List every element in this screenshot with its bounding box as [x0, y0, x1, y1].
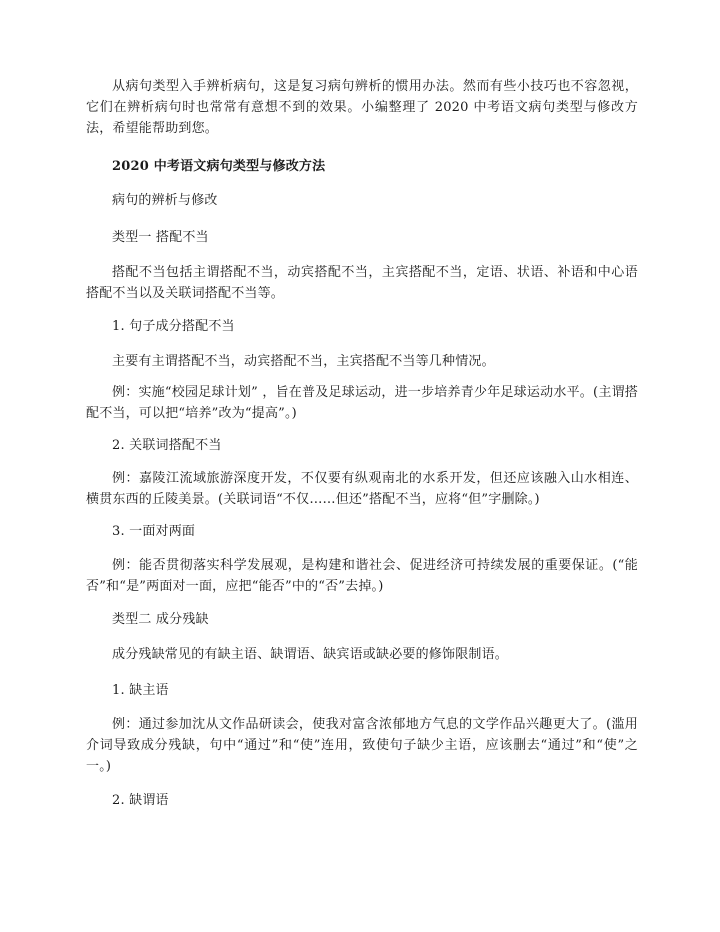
intro-paragraph: 从病句类型入手辨析病句，这是复习病句辨析的惯用办法。然而有些小技巧也不容忽视，它们在辨析病句时也常常有意想不到的效果。小编整理了 2020 中考语文病句类型与修改方法，希望能帮助到您。	[86, 79, 638, 136]
section-subtitle: 病句的辨析与修改	[112, 193, 218, 208]
type1-description: 搭配不当包括主谓搭配不当，动宾搭配不当，主宾搭配不当，定语、状语、补语和中心语搭配不当以及关联词搭配不当等。	[86, 265, 638, 301]
item3-heading: 3. 一面对两面	[112, 524, 196, 539]
item4-example: 例：通过参加沈从文作品研读会，使我对富含浓郁地方气息的文学作品兴趣更大了。(滥用介词导致成分残缺，句中“通过”和“使”连用，致使句子缺少主语，应该删去“通过”和“使”之一。)	[86, 717, 638, 774]
item3-example: 例：能否贯彻落实科学发展观，是构建和谐社会、促进经济可持续发展的重要保证。(“能否”和“是”两面对一面，应把“能否”中的“否”去掉。)	[86, 558, 638, 594]
item1-example: 例：实施“校园足球计划” ，旨在普及足球运动，进一步培养青少年足球运动水平。(主谓搭配不当，可以把“培养”改为“提高”。)	[86, 385, 638, 421]
type2-heading: 类型二 成分残缺	[112, 612, 209, 627]
document-title: 2020 中考语文病句类型与修改方法	[112, 159, 326, 174]
item4-heading: 1. 缺主语	[112, 683, 169, 698]
item2-example: 例：嘉陵江流域旅游深度开发，不仅要有纵观南北的水系开发，但还应该融入山水相连、横贯东西的丘陵美景。(关联词语“不仅……但还”搭配不当，应将“但”字删除。)	[86, 471, 638, 507]
type2-description: 成分残缺常见的有缺主语、缺谓语、缺宾语或缺必要的修饰限制语。	[112, 647, 509, 662]
item2-heading: 2. 关联词搭配不当	[112, 438, 222, 453]
type1-heading: 类型一 搭配不当	[112, 230, 209, 245]
item1-heading: 1. 句子成分搭配不当	[112, 319, 235, 334]
item1-description: 主要有主谓搭配不当，动宾搭配不当，主宾搭配不当等几种情况。	[112, 354, 495, 369]
item5-heading: 2. 缺谓语	[112, 793, 169, 808]
